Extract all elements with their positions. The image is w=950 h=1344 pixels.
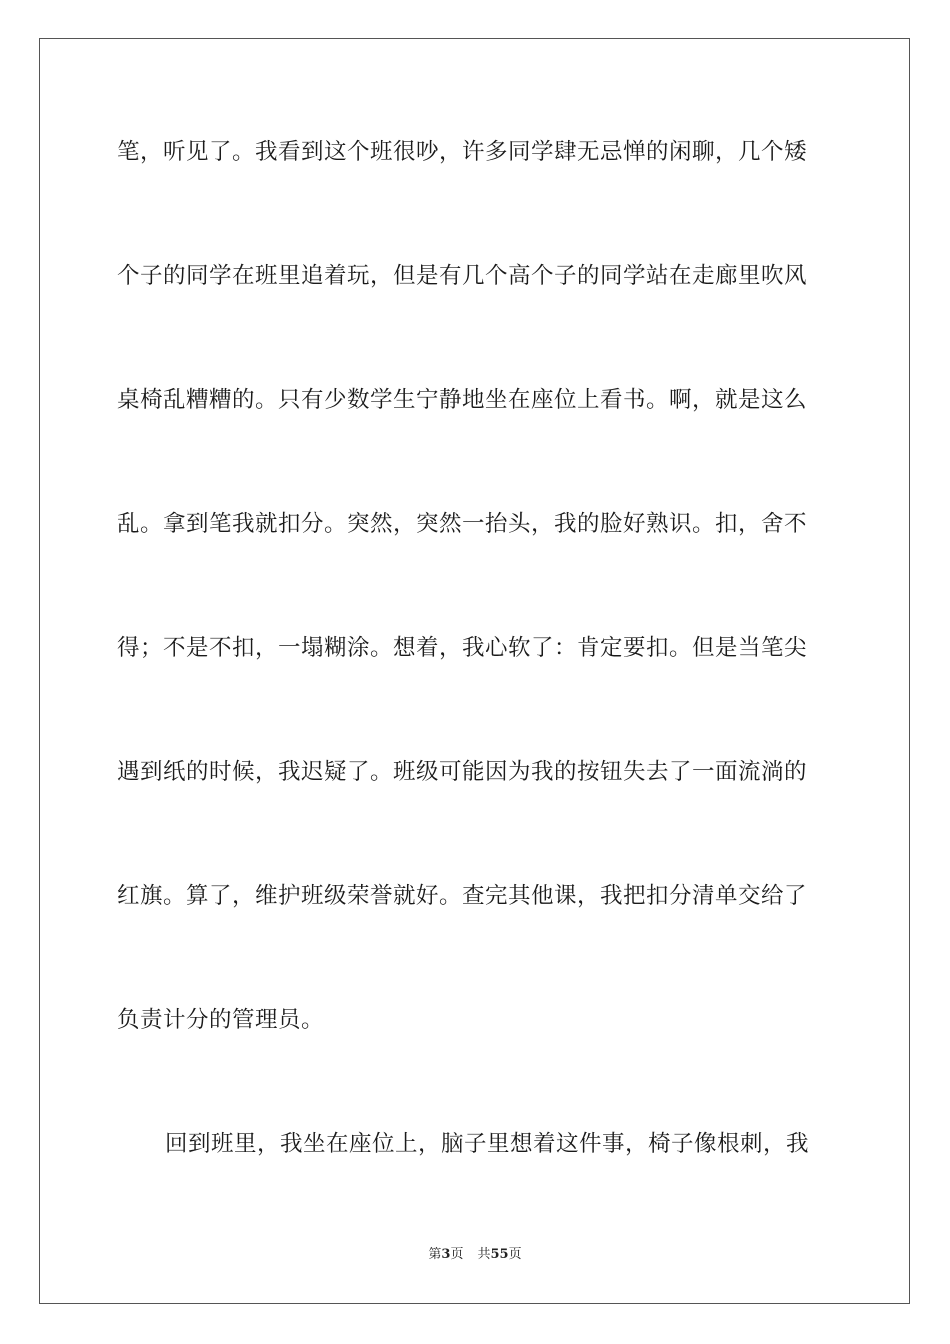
body-text-line-3: 桌椅乱糟糟的。只有少数学生宁静地坐在座位上看书。啊，就是这么 [117, 387, 808, 413]
body-text-line-5: 得；不是不扣，一塌糊涂。想着，我心软了：肯定要扣。但是当笔尖 [117, 635, 808, 661]
page-number: 3 [441, 1247, 451, 1262]
total-pages: 55 [490, 1247, 509, 1262]
body-text-line-9: 回到班里，我坐在座位上，脑子里想着这件事，椅子像根刺，我 [165, 1131, 810, 1157]
total-suffix: 页 [508, 1247, 522, 1262]
page-prefix: 第 [428, 1247, 442, 1262]
page-footer [0, 1246, 950, 1264]
total-prefix: 共 [477, 1247, 491, 1262]
body-text-line-2: 个子的同学在班里追着玩，但是有几个高个子的同学站在走廊里吹风 [117, 263, 808, 289]
body-text-line-6: 遇到纸的时候，我迟疑了。班级可能因为我的按钮失去了一面流淌的 [117, 759, 808, 785]
body-text-line-1: 笔，听见了。我看到这个班很吵，许多同学肆无忌惮的闲聊，几个矮 [117, 139, 808, 165]
page-border [39, 38, 910, 1304]
body-text-line-4: 乱。拿到笔我就扣分。突然，突然一抬头，我的脸好熟识。扣，舍不 [117, 511, 808, 537]
body-text-line-8: 负责计分的管理员。 [117, 1007, 325, 1033]
body-text-line-7: 红旗。算了，维护班级荣誉就好。查完其他课，我把扣分清单交给了 [117, 883, 808, 909]
page-suffix: 页 [450, 1247, 464, 1262]
